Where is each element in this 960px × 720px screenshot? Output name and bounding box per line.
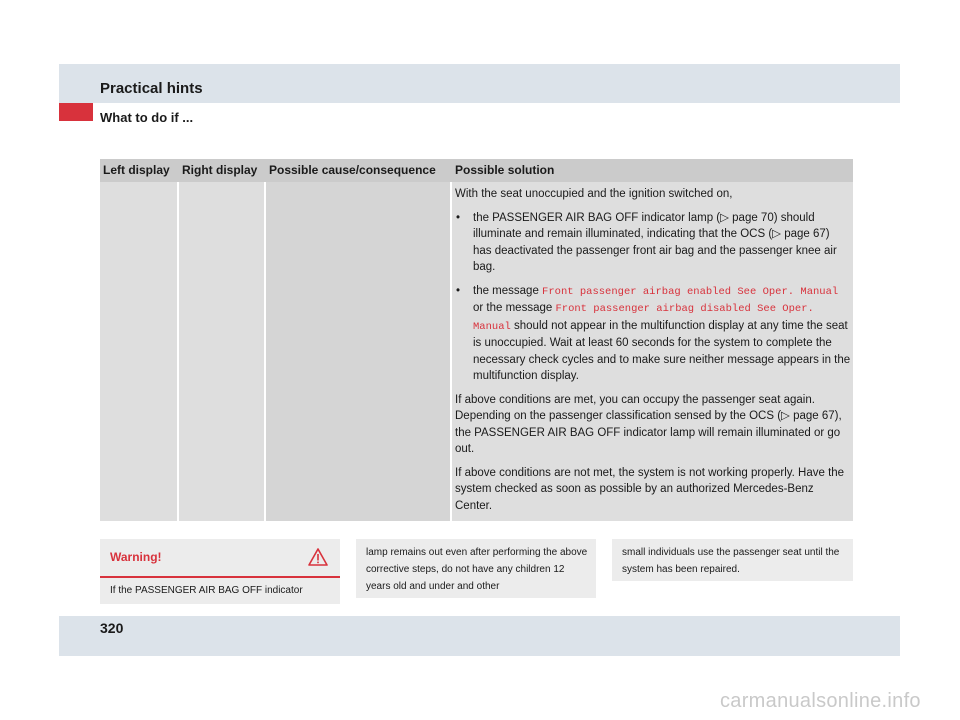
troubleshooting-table xyxy=(100,159,853,521)
subsection-title: What to do if ... xyxy=(100,110,194,125)
warning-title: Warning! xyxy=(110,550,162,564)
display-message-disabled: Front passenger airbag disabled See Oper. Manual xyxy=(473,303,814,333)
column-header-left-display: Left display xyxy=(103,163,170,177)
bullet-icon: • xyxy=(456,211,461,224)
solution-text xyxy=(455,186,851,521)
list-item xyxy=(455,210,851,276)
bullet-message-pre: the message xyxy=(473,284,543,297)
page-number: 320 xyxy=(100,620,124,636)
column-header-right-display: Right display xyxy=(182,163,258,177)
bullet-indicator-lamp: the PASSENGER AIR BAG OFF indicator lamp (▷ page 70) should illuminate and remain illuminated, indicating that the OCS (▷ page 67) has deactivated the passenger front air bag and the passenger knee air bag. xyxy=(473,211,837,273)
solution-intro: With the seat unoccupied and the ignition switched on, xyxy=(455,188,733,200)
watermark: carmanualsonline.info xyxy=(720,690,921,712)
possible-cause-cell xyxy=(266,182,450,521)
footer-band xyxy=(59,616,900,656)
column-header-possible-solution: Possible solution xyxy=(455,163,555,177)
warning-box xyxy=(100,539,340,604)
bullet-icon: • xyxy=(456,284,461,297)
right-display-cell xyxy=(179,182,264,521)
solution-conditions-met: If above conditions are met, you can occupy the passenger seat again. Depending on the passenger classification sensed by the OCS (▷ page 67), the PASSENGER AIR BAG OFF indicator lamp will remain illuminated or go out. xyxy=(455,393,842,455)
list-item xyxy=(455,283,851,385)
column-header-possible-cause: Possible cause/consequence xyxy=(269,163,436,177)
warning-continuation-col3: small individuals use the passenger seat until the system has been repaired. xyxy=(612,539,853,581)
solution-conditions-not-met: If above conditions are not met, the system is not working properly. Have the system checked as soon as possible by an authorized Mercedes-Benz Center. xyxy=(455,466,845,512)
red-tab-marker xyxy=(59,103,93,121)
warning-divider xyxy=(100,576,340,578)
warning-continuation-col2: lamp remains out even after performing the above corrective steps, do not have any children 12 years old and under and other xyxy=(356,539,596,598)
section-title: Practical hints xyxy=(100,80,203,97)
table-header xyxy=(100,159,853,182)
bullet-message-mid: or the message xyxy=(473,302,556,314)
left-display-cell xyxy=(100,182,177,521)
warning-text: If the PASSENGER AIR BAG OFF indicator xyxy=(110,585,303,596)
display-message-enabled: Front passenger airbag enabled See Oper. Manual xyxy=(542,285,839,298)
bullet-message-post: should not appear in the multifunction display at any time the seat is unoccupied. Wait at least 60 seconds for the system to complete the necessary check cycles and to make sure neither message appears in the multifunction display. xyxy=(473,319,851,382)
warning-triangle-icon xyxy=(308,548,328,566)
